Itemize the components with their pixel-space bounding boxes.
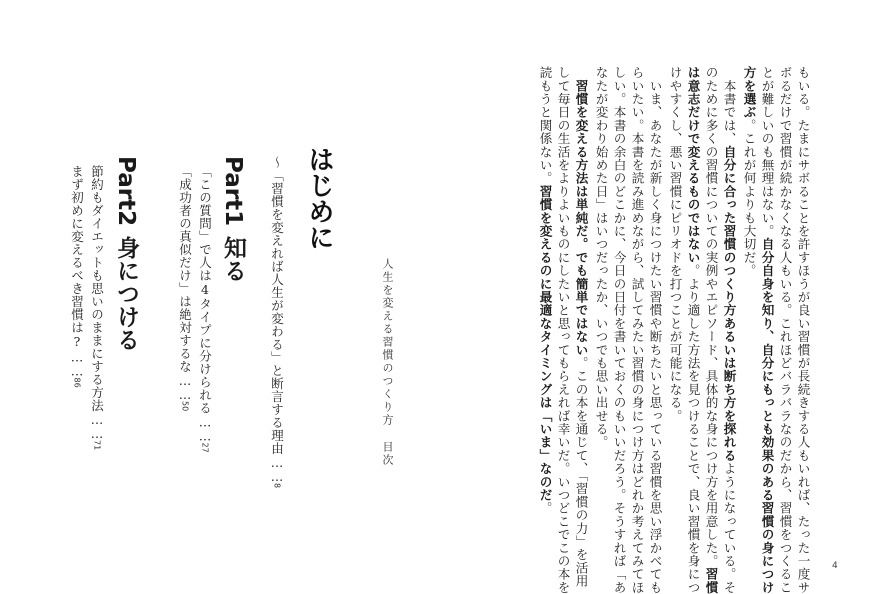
toc-leader-dots: …… <box>89 412 105 440</box>
body-column <box>686 66 699 594</box>
emphasis-text: 習慣 <box>703 567 719 594</box>
toc-entry-text: まず初めに変えるべき習慣は? <box>69 165 85 350</box>
body-column <box>574 66 587 588</box>
body-column <box>538 66 551 515</box>
body-column <box>704 66 717 594</box>
toc-entry-part1-2[interactable] <box>178 165 191 411</box>
body-column: いま、あなたが新しく身につけたい習慣や断ちたいと思っている習慣を思い浮かべても <box>647 66 663 594</box>
book-title <box>382 258 393 467</box>
toc-entry-text: 「この質問」で人は4タイプに分けられる <box>197 165 213 415</box>
body-text: ようになっている。そ <box>721 462 737 594</box>
toc-page-number: 27 <box>200 442 210 453</box>
toc-leader-dots: …… <box>197 414 213 443</box>
body-column: して毎日の生活をよりよいものにしたいと思ってもらえれば幸いだ。いつどこでこの本を <box>555 66 571 594</box>
body-column: ボるだけで習慣が続かなくなる人もいる。これほどバラバラなのだから、習慣をつくるこ <box>777 66 793 594</box>
emphasis-text: 自分に合った習慣のつくり方あるいは断ち方を探れる <box>721 145 737 463</box>
toc-page-number: 8 <box>272 483 282 489</box>
body-text: 。より適した方法を見つけることで、良い習慣を身につ <box>685 264 701 594</box>
emphasis-text: 方を選ぶ <box>741 66 757 119</box>
body-text: 本書では、 <box>721 66 737 146</box>
body-text: 。この本を通じて、「習慣の力」を活用 <box>573 356 589 588</box>
toc-heading-part1 <box>221 156 244 282</box>
part-number: Part2 <box>113 156 139 227</box>
body-column: けやすくし、悪い習慣にピリオドを打つことが可能になる。 <box>667 66 683 423</box>
emphasis-text: 習慣を変える方法は単純だ。でも簡単ではない <box>573 79 589 357</box>
part-title: 知る <box>220 236 246 283</box>
toc-leader-dots: …… <box>69 349 85 378</box>
toc-label: 目次 <box>381 441 394 467</box>
body-column: もいる。たまにサボることを許すほうが良い習慣が長続きする人もいれば、たった一度サ <box>795 66 811 594</box>
toc-leader-dots: …… <box>177 373 193 401</box>
toc-page-number: 50 <box>180 401 190 412</box>
toc-heading-intro: はじめに <box>304 146 334 250</box>
body-column <box>722 66 735 594</box>
body-text <box>574 66 589 79</box>
emphasis-text: 習慣を変えるのに最適なタイミングは「いま」なのだ <box>537 184 553 502</box>
toc-page-number: 86 <box>72 377 82 388</box>
part-title: 身につける <box>113 236 139 352</box>
page-number: 4 <box>832 561 838 571</box>
emphasis-text: 自分自身を知り、自分にもっとも効果のある習慣の身につけ <box>759 237 775 594</box>
toc-page-number: 71 <box>92 440 102 451</box>
book-title-text: 人生を変える習慣のつくり方 <box>381 258 394 427</box>
toc-entry-text: 「成功者の真似だけ」は絶対するな <box>177 165 193 373</box>
body-text: 。 <box>537 501 553 515</box>
body-text: 。これが何よりも大切だ。 <box>741 118 757 278</box>
body-column: らいたい。本書を読み進めながら、試してみたい習慣の身につけ方はどれか考えてみてほ <box>629 66 645 594</box>
body-text: 読もうと関係ない。 <box>537 66 553 185</box>
body-column <box>742 66 755 277</box>
toc-entry-part1-1[interactable] <box>198 165 211 453</box>
toc-entry-part2-1[interactable] <box>90 165 103 450</box>
toc-leader-dots: …… <box>269 455 285 483</box>
body-column: なたが変わり始めた日」はいつだったか、いつでも思い出せる。 <box>593 66 609 449</box>
body-text: のために多くの習慣についての実例やエピソード、具体的な身につけ方を用意した。 <box>703 66 719 568</box>
emphasis-text: は意志だけで変えるものではない <box>685 66 701 264</box>
part-number: Part1 <box>220 156 246 227</box>
toc-entry-text: 節約もダイエットも思いのままにする方法 <box>89 165 105 412</box>
toc-entry-part2-2[interactable] <box>70 165 83 388</box>
toc-entry-text: 〜「習慣を変えれば人生が変わる」と断言する理由 <box>269 156 285 455</box>
body-text: とが難しいのも無理はない。 <box>759 66 775 238</box>
body-column <box>760 66 773 594</box>
toc-entry-intro[interactable] <box>270 156 283 488</box>
toc-heading-part2 <box>114 156 137 351</box>
body-column: しい。本書の余白のどこかに、今日の日付を書いておくのもいいだろう。そうすれば「あ <box>611 66 627 594</box>
